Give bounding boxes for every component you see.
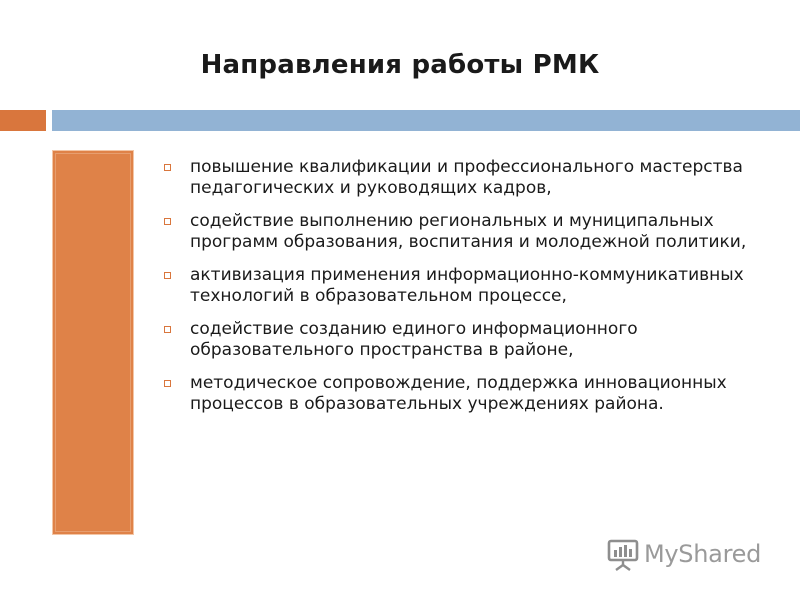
bullet-item (162, 211, 772, 253)
hollow-square-icon (164, 164, 171, 171)
header-accent-bar-blue (52, 110, 800, 131)
hollow-square-icon (164, 272, 171, 279)
bullet-text: методическое сопровождение, поддержка инновационных процессов в образовательных учреждениях района. (190, 373, 727, 414)
bullet-text: содействие выполнению региональных и муниципальных программ образования, воспитания и молодежной политики, (190, 211, 747, 252)
presentation-board-icon (606, 537, 640, 571)
bullet-text: содействие созданию единого информационного образовательного пространства в районе, (190, 319, 638, 360)
bullet-item (162, 157, 772, 199)
slide-title: Направления работы РМК (200, 50, 600, 80)
watermark-logo[interactable] (606, 537, 761, 571)
bullet-item (162, 319, 772, 361)
hollow-square-icon (164, 380, 171, 387)
bullet-list (162, 157, 772, 427)
bullet-item (162, 373, 772, 415)
bullet-item (162, 265, 772, 307)
header-accent-bar-orange (0, 110, 46, 131)
hollow-square-icon (164, 218, 171, 225)
bullet-text: активизация применения информационно-коммуникативных технологий в образовательном процессе, (190, 265, 744, 306)
side-decorative-panel (52, 150, 134, 535)
watermark-text: MyShared (644, 540, 762, 568)
hollow-square-icon (164, 326, 171, 333)
bullet-text: повышение квалификации и профессионального мастерства педагогических и руководящих кадров, (190, 157, 743, 198)
